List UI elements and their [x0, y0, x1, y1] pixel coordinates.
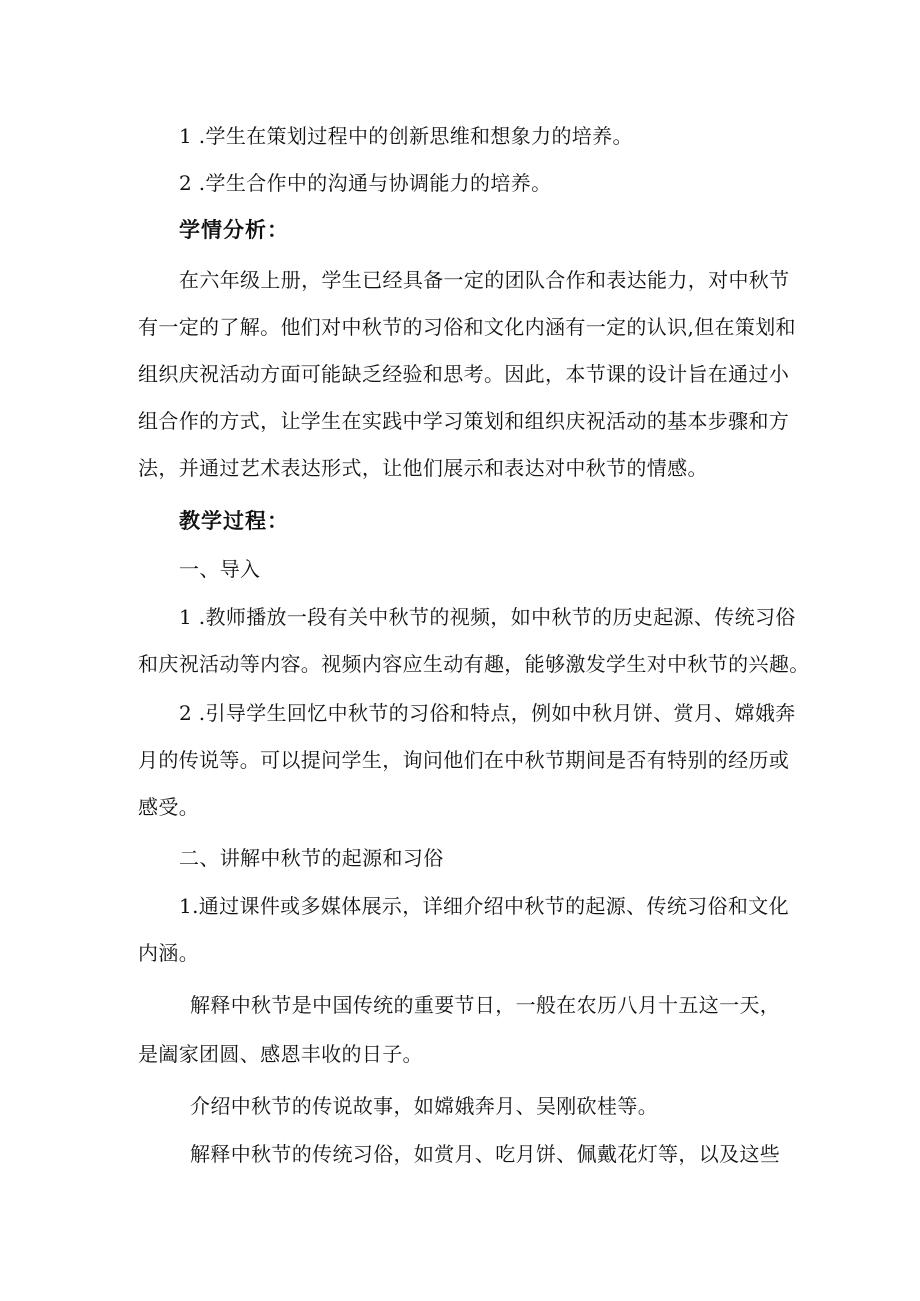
section-2-legend-line: 介绍中秋节的传说故事，如嫦娥奔月、吴刚砍桂等。	[190, 1094, 659, 1118]
section-1-item-2-line: 感受。	[138, 795, 200, 819]
section-1-item-2-line: 2 .引导学生回忆中秋节的习俗和特点，例如中秋月饼、赏月、嫦娥奔	[179, 701, 796, 725]
section-2-explain-2-line: 解释中秋节的传统习俗，如赏月、吃月饼、佩戴花灯等，以及这些	[190, 1142, 781, 1166]
section-1-item-1-line: 1 .教师播放一段有关中秋节的视频，如中秋节的历史起源、传统习俗	[179, 605, 796, 629]
objective-item-1: 1 .学生在策划过程中的创新思维和想象力的培养。	[179, 124, 633, 148]
section-2-explain-1-line: 解释中秋节是中国传统的重要节日，一般在农历八月十五这一天，	[190, 993, 781, 1017]
section-1-item-1-line: 和庆祝活动等内容。视频内容应生动有趣，能够激发学生对中秋节的兴趣。	[138, 652, 810, 676]
analysis-heading: 学情分析：	[179, 218, 289, 242]
section-2-explain-1-line: 是阖家团圆、感恩丰收的日子。	[138, 1042, 423, 1066]
process-heading: 教学过程：	[179, 509, 289, 533]
analysis-line: 有一定的了解。他们对中秋节的习俗和文化内涵有一定的认识,但在策划和	[138, 315, 796, 339]
section-1-item-2-line: 月的传说等。可以提问学生，询问他们在中秋节期间是否有特别的经历或	[138, 748, 790, 772]
analysis-line: 在六年级上册，学生已经具备一定的团队合作和表达能力，对中秋节	[179, 268, 790, 292]
section-2-item-1-line: 内涵。	[138, 941, 200, 965]
section-2-item-1-line: 1.通过课件或多媒体展示，详细介绍中秋节的起源、传统习俗和文化	[179, 894, 789, 918]
objective-item-2: 2 .学生合作中的沟通与协调能力的培养。	[179, 171, 552, 195]
analysis-line: 法，并通过艺术表达形式，让他们展示和表达对中秋节的情感。	[138, 456, 708, 480]
analysis-line: 组合作的方式，让学生在实践中学习策划和组织庆祝活动的基本步骤和方	[138, 409, 790, 433]
analysis-line: 组织庆祝活动方面可能缺乏经验和思考。因此，本节课的设计旨在通过小	[138, 362, 790, 386]
section-1-title: 一、导入	[179, 557, 261, 581]
section-2-title: 二、讲解中秋节的起源和习俗	[179, 846, 444, 870]
